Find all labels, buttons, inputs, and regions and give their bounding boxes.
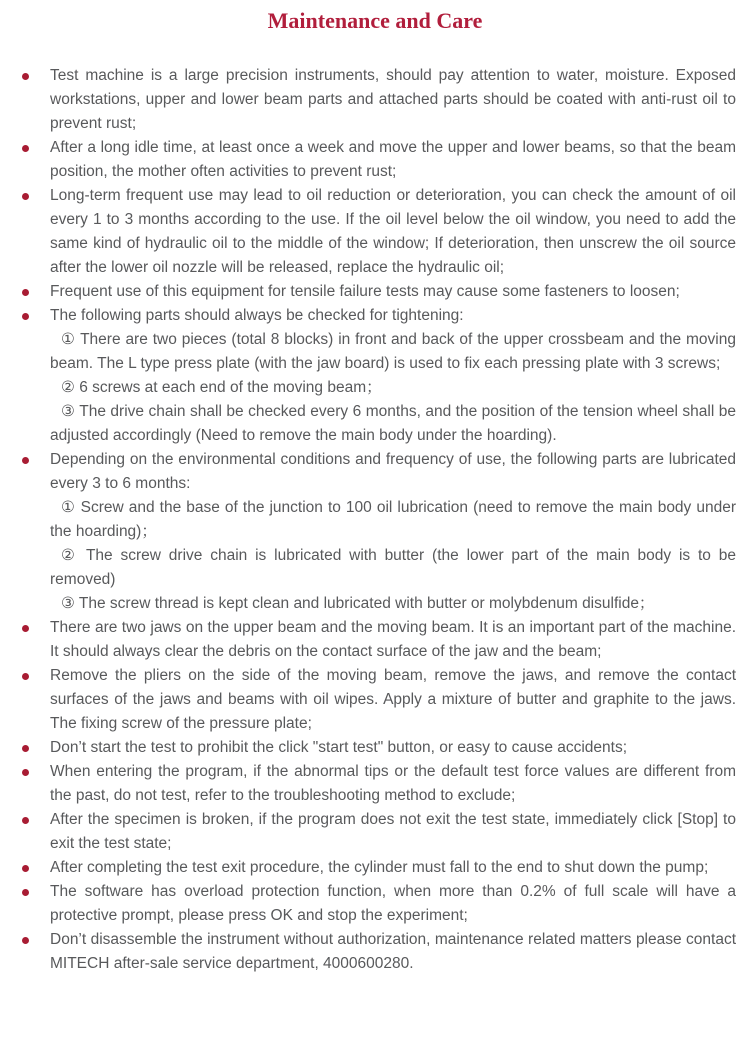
list-item-content: [50, 616, 736, 664]
list-item-text: After the specimen is broken, if the program does not exit the test state, immediately click [Stop] to exit the test state;: [50, 811, 736, 852]
list-item: [0, 880, 736, 928]
list-item-text: There are two jaws on the upper beam and the moving beam. It is an important part of the machine. It should always clear the debris on the contact surface of the jaw and the beam;: [50, 619, 736, 660]
list-item-content: [50, 304, 736, 448]
list-item-text: Don’t disassemble the instrument without authorization, maintenance related matters please contact MITECH after-sale service department, 4000600280.: [50, 931, 736, 972]
list-item: [0, 280, 736, 304]
list-item-text: Remove the pliers on the side of the moving beam, remove the jaws, and remove the contact surfaces of the jaws and beams with oil wipes. Apply a mixture of butter and graphite to the jaws. The fixing screw of the pressure plate;: [50, 667, 736, 732]
bullet-icon: [22, 937, 29, 944]
list-item-content: [50, 280, 736, 304]
list-item-text: Frequent use of this equipment for tensile failure tests may cause some fasteners to loosen;: [50, 283, 680, 300]
list-item-content: [50, 760, 736, 808]
list-item: [0, 664, 736, 736]
list-subitem-text: ① Screw and the base of the junction to 100 oil lubrication (need to remove the main body under the hoarding)；: [50, 499, 736, 540]
bullet-icon: [22, 313, 29, 320]
list-item-text: After completing the test exit procedure, the cylinder must fall to the end to shut down the pump;: [50, 859, 709, 876]
list-item-text: Don’t start the test to prohibit the click "start test" button, or easy to cause accidents;: [50, 739, 628, 756]
bullet-icon: [22, 745, 29, 752]
list-item: [0, 808, 736, 856]
bullet-icon: [22, 769, 29, 776]
list-subitem-text: ② 6 screws at each end of the moving beam；: [61, 379, 382, 396]
list-item-content: [50, 856, 736, 880]
list-item-text: Depending on the environmental conditions and frequency of use, the following parts are lubricated every 3 to 6 months:: [50, 451, 736, 492]
list-item: [0, 184, 736, 280]
bullet-icon: [22, 817, 29, 824]
list-item: [0, 736, 736, 760]
list-item-text: Test machine is a large precision instruments, should pay attention to water, moisture. Exposed workstations, upper and lower beam parts and attached parts should be coated with anti-rust oil to prevent rust;: [50, 67, 736, 132]
list-item-content: [50, 448, 736, 616]
bullet-icon: [22, 73, 29, 80]
list-item: [0, 448, 736, 616]
list-item-content: [50, 136, 736, 184]
bullet-icon: [22, 673, 29, 680]
list-item-content: [50, 880, 736, 928]
list-item: [0, 616, 736, 664]
list-subitem-text: ③ The drive chain shall be checked every 6 months, and the position of the tension wheel shall be adjusted accordingly (Need to remove the main body under the hoarding).: [50, 403, 736, 444]
bullet-icon: [22, 889, 29, 896]
list-item-content: [50, 928, 736, 976]
list-item-content: [50, 184, 736, 280]
list-item: [0, 760, 736, 808]
list-subitem-text: ② The screw drive chain is lubricated with butter (the lower part of the main body is to be removed): [50, 547, 736, 588]
list-item: [0, 136, 736, 184]
list-item: [0, 64, 736, 136]
bullet-icon: [22, 193, 29, 200]
list-item-content: [50, 664, 736, 736]
bullet-icon: [22, 289, 29, 296]
list-item: [0, 856, 736, 880]
list-item-text: Long-term frequent use may lead to oil reduction or deterioration, you can check the amount of oil every 1 to 3 months according to the use. If the oil level below the oil window, you need to add the same kind of hydraulic oil to the middle of the window; If deterioration, then unscrew the oil source after the lower oil nozzle will be released, replace the hydraulic oil;: [50, 187, 736, 276]
list-item: [0, 304, 736, 448]
list-item-text: When entering the program, if the abnormal tips or the default test force values are different from the past, do not test, refer to the troubleshooting method to exclude;: [50, 763, 736, 804]
bullet-icon: [22, 625, 29, 632]
list-subitem-text: ① There are two pieces (total 8 blocks) in front and back of the upper crossbeam and the moving beam. The L type press plate (with the jaw board) is used to fix each pressing plate with 3 screws;: [50, 331, 736, 372]
bullet-icon: [22, 145, 29, 152]
page-title: Maintenance and Care: [267, 8, 483, 33]
list-item-text: After a long idle time, at least once a week and move the upper and lower beams, so that the beam position, the mother often activities to prevent rust;: [50, 139, 736, 180]
list-item: [0, 928, 736, 976]
list-item-content: [50, 64, 736, 136]
list-subitem-text: ③ The screw thread is kept clean and lubricated with butter or molybdenum disulfide；: [61, 595, 655, 612]
bullet-icon: [22, 865, 29, 872]
maintenance-list: [0, 64, 750, 976]
bullet-icon: [22, 457, 29, 464]
list-item-text: The following parts should always be checked for tightening:: [50, 307, 464, 324]
list-item-content: [50, 736, 736, 760]
list-item-text: The software has overload protection function, when more than 0.2% of full scale will have a protective prompt, please press OK and stop the experiment;: [50, 883, 736, 924]
list-item-content: [50, 808, 736, 856]
